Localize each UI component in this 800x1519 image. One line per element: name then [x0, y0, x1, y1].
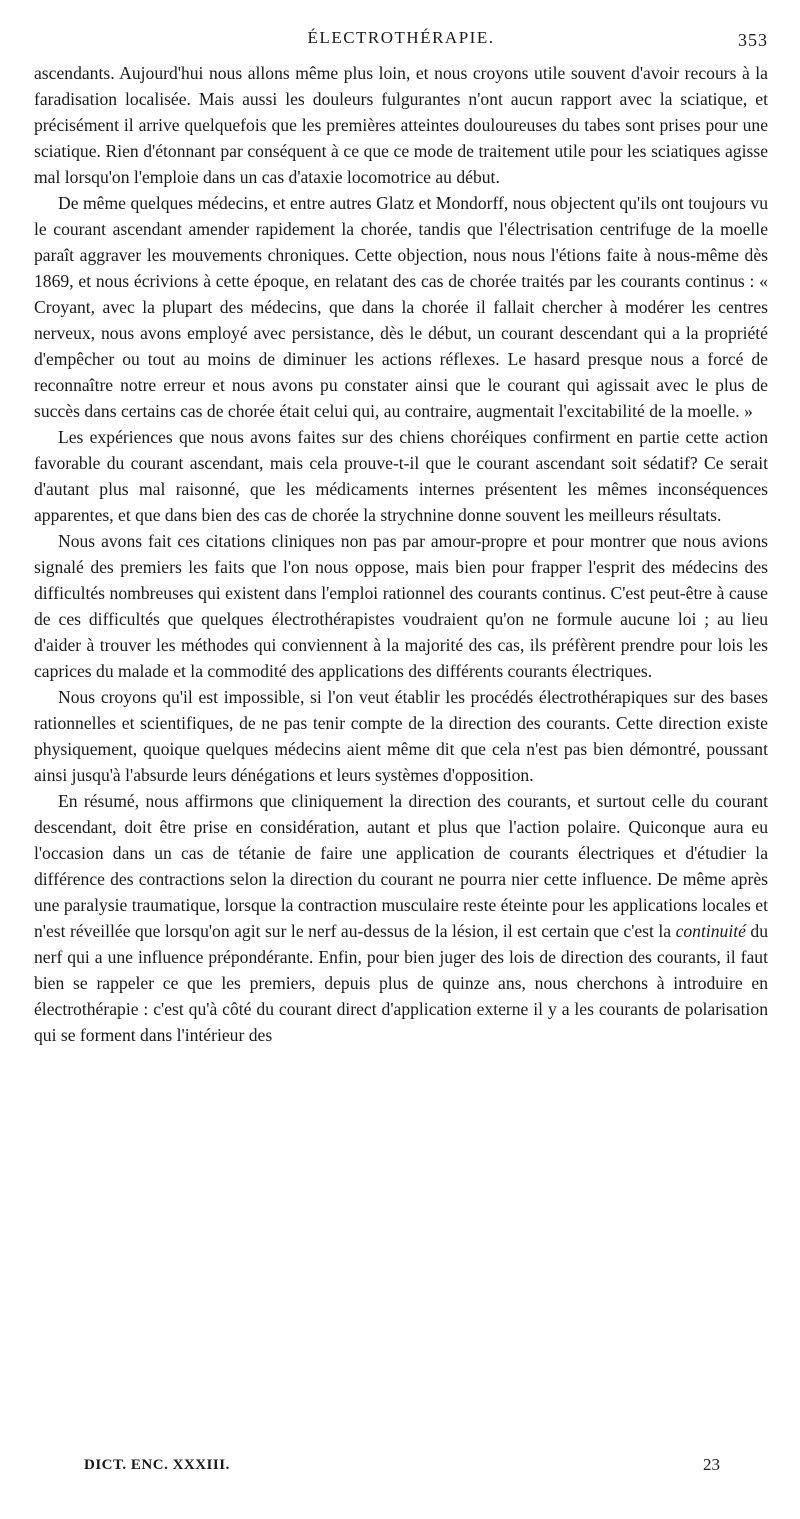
paragraph-text: ascendants. Aujourd'hui nous allons même plus loin, et nous croyons utile souvent d'avoir recours à la faradisation localisée. Mais aussi les douleurs fulgurantes n'ont aucun rapport avec la sciatique, et précisément il arrive quelquefois que les premières atteintes douloureuses du tabes sont prises pour une sciatique. Rien d'étonnant par conséquent à ce que ce mode de traitement utile pour les sciatiques agisse mal lorsqu'on l'emploie dans un cas d'ataxie locomotrice au début.: [34, 63, 768, 187]
paragraph-5: [34, 684, 768, 788]
signature-number: 23: [703, 1455, 720, 1474]
paragraph-text: Nous croyons qu'il est impossible, si l'on veut établir les procédés électrothérapiques sur des bases rationnelles et scientifiques, de ne pas tenir compte de la direction des courants. Cette direction existe physiquement, quoique quelques médecins aient même dit que cela n'est pas bien démontré, poussant ainsi jusqu'à l'absurde leurs dénégations et leurs systèmes d'opposition.: [34, 687, 768, 785]
paragraph-text: En résumé, nous affirmons que cliniquement la direction des courants, et surtout celle du courant descendant, doit être prise en considération, autant et plus que l'action polaire. Quiconque aura eu l'occasion dans un cas de tétanie de faire une application de courants électriques et d'étudier la différence des contractions selon la direction du courant ne pourra nier cette influence. De même après une paralysie traumatique, lorsque la contraction musculaire reste éteinte pour les applications locales et n'est réveillée que lorsqu'on agit sur le nerf au-dessus de la lésion, il est certain que c'est la: [34, 791, 768, 941]
page: [34, 20, 768, 1048]
running-head: [34, 20, 768, 52]
paragraph-1: [34, 60, 768, 190]
paragraph-text: du nerf qui a une influence prépondérante. Enfin, pour bien juger des lois de direction des courants, il faut bien se rappeler ce que les premiers, depuis plus de quinze ans, nous cherchons à introduire en électrothérapie : c'est qu'à côté du courant direct d'application externe il y a les courants de polarisation qui se forment dans l'intérieur des: [34, 921, 768, 1045]
paragraph-text: Les expériences que nous avons faites sur des chiens choréiques confirment en partie cette action favorable du courant ascendant, mais cela prouve-t-il que le courant ascendant soit sédatif? Ce serait d'autant plus mal raisonné, que les médicaments internes présentent les mêmes inconséquences apparentes, et que dans bien des cas de chorée la strychnine donne souvent les meilleurs résultats.: [34, 427, 768, 525]
emphasis-continuite: continuité: [675, 921, 746, 941]
paragraph-text: De même quelques médecins, et entre autres Glatz et Mondorff, nous objectent qu'ils ont toujours vu le courant ascendant amender rapidement la chorée, tandis que l'électrisation centrifuge de la moelle paraît aggraver les mouvements chroniques. Cette objection, nous nous l'étions faite à nous-même dès 1869, et nous écrivions à cette époque, en relatant des cas de chorée traités par les courants continus : « Croyant, avec la plupart des médecins, que dans la chorée il fallait chercher à modérer les centres nerveux, nous avons employé avec persistance, dès le début, un courant descendant qui a la propriété d'empêcher ou tout au moins de diminuer les actions réflexes. Le hasard presque nous a forcé de reconnaître notre erreur et nous avons pu constater ainsi que le courant qui agissait avec le plus de succès dans certains cas de chorée était celui qui, au contraire, augmentait l'excitabilité de la moelle. »: [34, 193, 768, 421]
paragraph-6: [34, 788, 768, 1048]
running-title: ÉLECTROTHÉRAPIE.: [307, 28, 495, 47]
page-number: 353: [738, 30, 768, 50]
printer-signature: DICT. ENC. XXXIII.: [84, 1457, 230, 1473]
body-text: [34, 60, 768, 1048]
paragraph-3: [34, 424, 768, 528]
page-footer: [84, 1449, 740, 1479]
paragraph-text: Nous avons fait ces citations cliniques non pas par amour-propre et pour montrer que nous avions signalé des premiers les faits que l'on nous oppose, mais bien pour frapper l'esprit des médecins des difficultés nombreuses qui existent dans l'emploi rationnel des courants continus. C'est peut-être à cause de ces difficultés que quelques électrothérapistes voudraient qu'on ne formule aucune loi ; au lieu d'aider à trouver les méthodes qui conviennent à la majorité des cas, ils préfèrent prendre pour lois les caprices du malade et la commodité des applications des différents courants électriques.: [34, 531, 768, 681]
paragraph-2: [34, 190, 768, 424]
paragraph-4: [34, 528, 768, 684]
